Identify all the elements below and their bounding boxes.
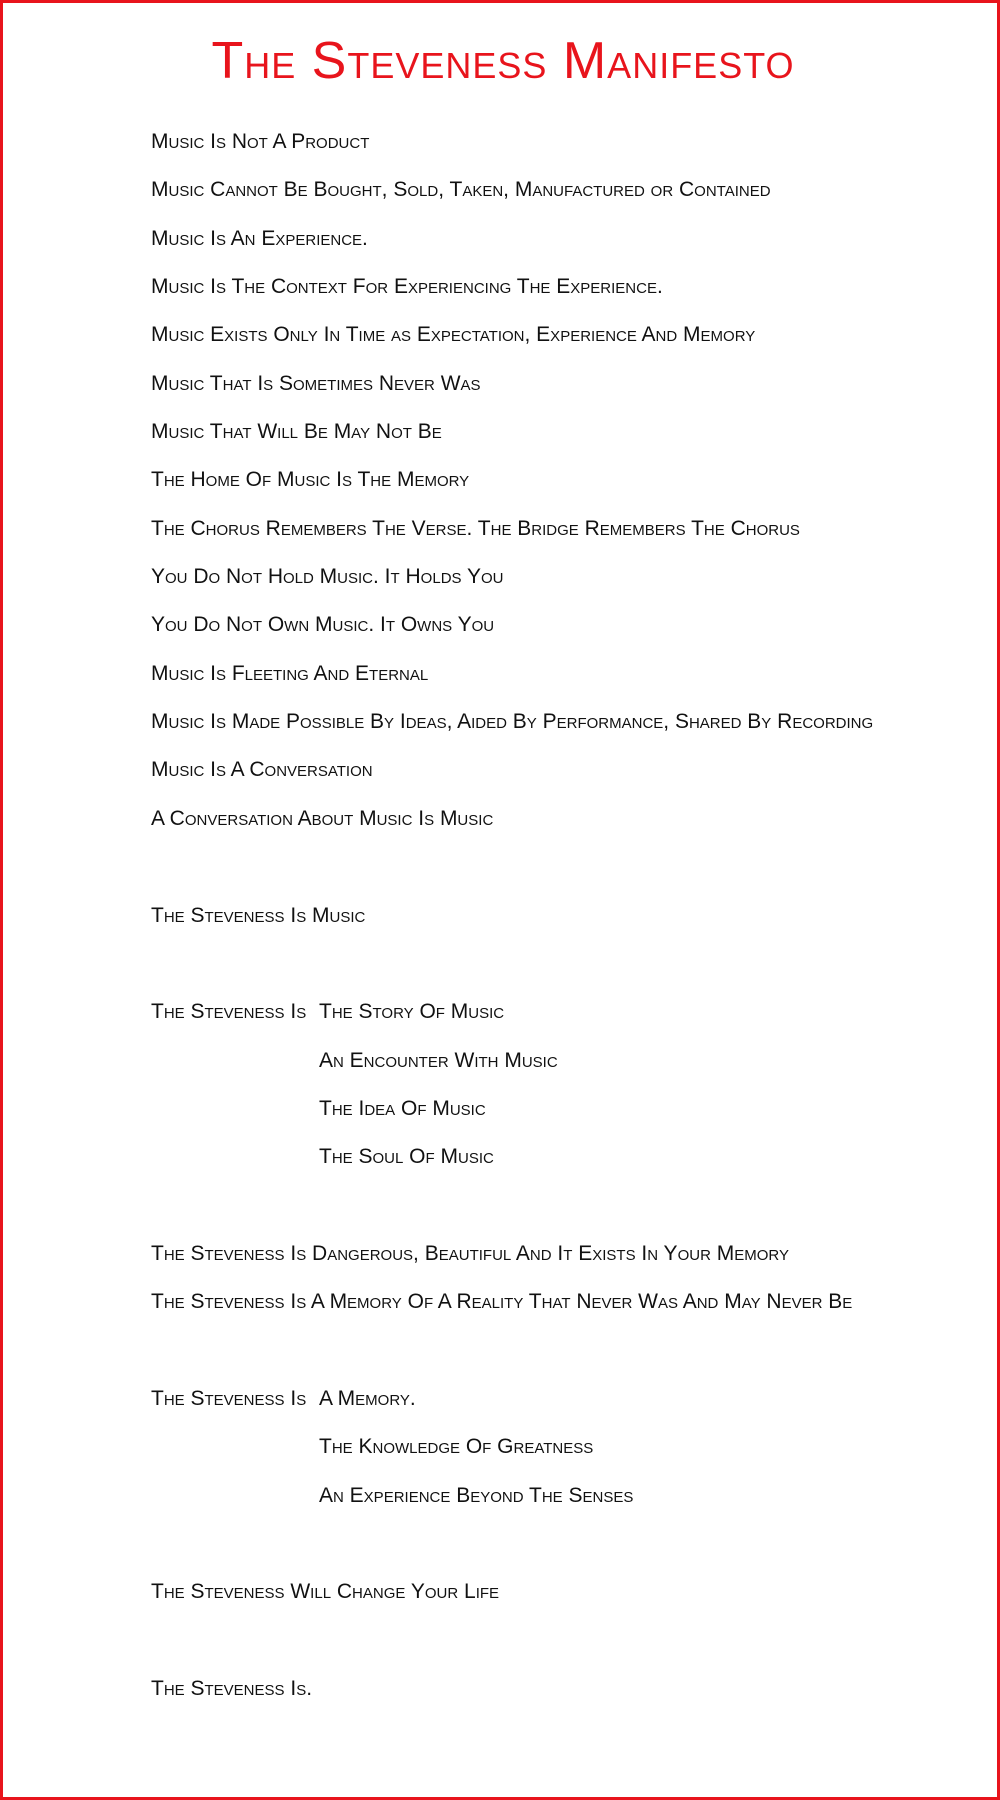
steveness-group-2-first-row [151,1375,971,1423]
page-title: The Steveness Manifesto [211,32,795,90]
dangerous-line: The Steveness Is Dangerous, Beautiful And It Exists In Your Memory [151,1241,789,1265]
manifesto-line: You Do Not Hold Music. It Holds You [151,565,504,589]
manifesto-line: The Home Of Music Is The Memory [151,468,470,492]
manifesto-line: The Chorus Remembers The Verse. The Bridge Remembers The Chorus [151,516,800,540]
steveness-group-2-item: The Knowledge Of Greatness [319,1435,594,1459]
manifesto-line: A Conversation About Music Is Music [151,806,494,830]
spacer [151,843,971,891]
manifesto-line: Music That Will Be May Not Be [151,420,442,444]
memory-reality-line: The Steveness Is A Memory Of A Reality That Never Was And May Never Be [151,1290,853,1314]
steveness-group-2-lead: The Steveness Is [151,1386,307,1410]
manifesto-line: Music Is The Context For Experiencing The Experience. [151,275,663,299]
steveness-group-1-item: The Idea Of Music [319,1096,486,1120]
spacer [151,1617,971,1665]
manifesto-line: Music Is A Conversation [151,758,373,782]
change-life-line: The Steveness Will Change Your Life [151,1580,500,1604]
steveness-group-1-lead: The Steveness Is [151,1000,307,1024]
manifesto-line: Music Is Not A Product [151,130,370,153]
manifesto-line: Music That Is Sometimes Never Was [151,371,481,395]
steveness-group-1-item: An Encounter With Music [319,1048,558,1072]
steveness-group-1-item: The Soul Of Music [319,1145,494,1169]
closing-line: The Steveness Is. [151,1677,313,1700]
steveness-group-1-first-row [151,988,971,1036]
manifesto-line: You Do Not Own Music. It Owns You [151,613,495,637]
manifesto-line: Music Is Made Possible By Ideas, Aided By Performance, Shared By Recording [151,710,874,734]
spacer [151,1182,971,1230]
steveness-group-2-item: A Memory. [319,1386,416,1410]
steveness-group-1-item: The Story Of Music [319,1000,505,1024]
manifesto-line: Music Exists Only In Time as Expectation, Experience And Memory [151,323,756,347]
manifesto-line: Music Is An Experience. [151,226,368,250]
spacer [151,940,971,988]
steveness-is-music-line: The Steveness Is Music [151,903,366,927]
spacer [151,1327,971,1375]
manifesto-line: Music Cannot Be Bought, Sold, Taken, Manufactured or Contained [151,178,771,202]
manifesto-body [151,118,971,1713]
steveness-group-2-item: An Experience Beyond The Senses [319,1483,634,1507]
spacer [151,1520,971,1568]
manifesto-line: Music Is Fleeting And Eternal [151,661,429,685]
